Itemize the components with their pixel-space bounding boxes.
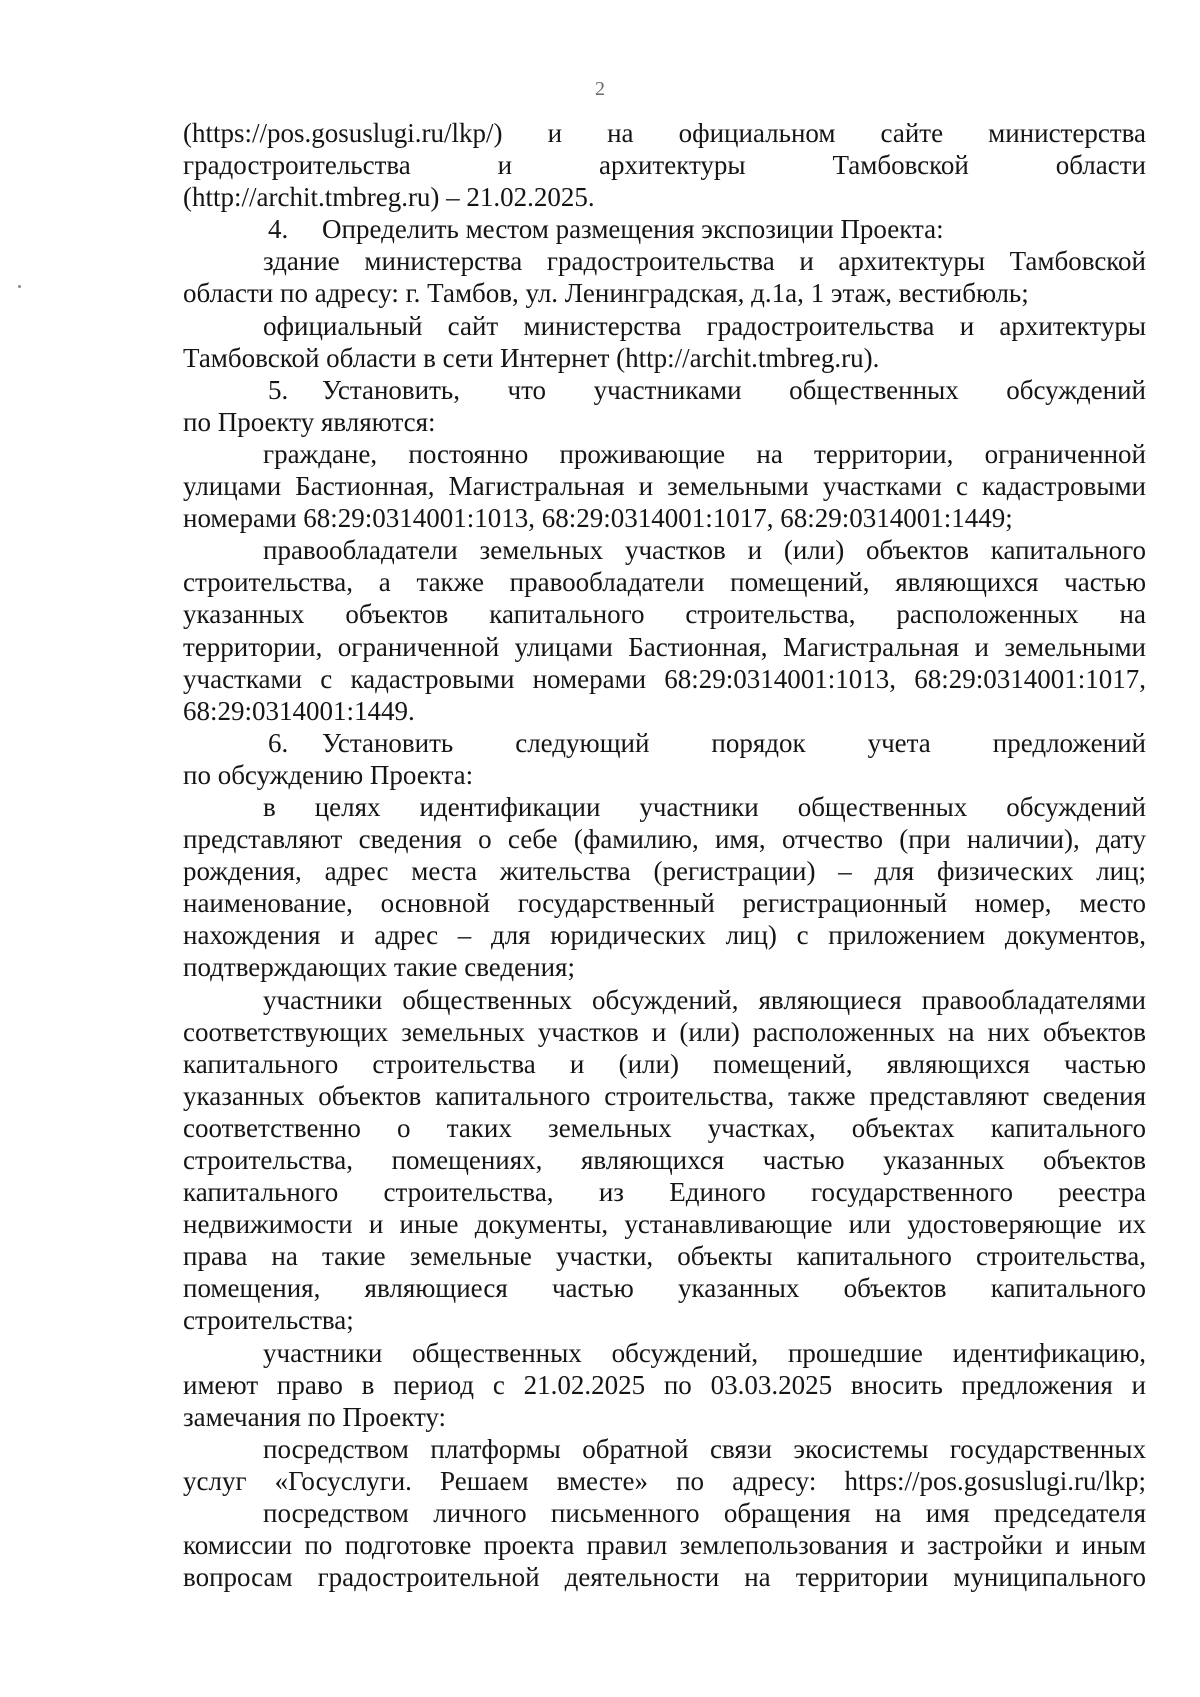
text-line: Установить следующий порядок учета предложений bbox=[322, 727, 1146, 758]
text-line: Тамбовской области в сети Интернет (http://archit.tmbreg.ru). bbox=[183, 342, 880, 373]
text-line: области по адресу: г. Тамбов, ул. Ленинградская, д.1а, 1 этаж, вестибюль; bbox=[183, 278, 1029, 309]
text-line: 68:29:0314001:1449. bbox=[183, 695, 415, 726]
text-line: капитального строительства, из Единого государственного реестра bbox=[183, 1177, 1146, 1208]
text-line: градостроительства и архитектуры Тамбовской области bbox=[183, 150, 1146, 181]
text-line: правообладатели земельных участков и (или) объектов капитального bbox=[263, 535, 1146, 566]
text-line: соответственно о таких земельных участках, объектах капитального bbox=[183, 1112, 1146, 1143]
text-line: вопросам градостроительной деятельности на территории муниципального bbox=[183, 1562, 1146, 1593]
text-line: наименование, основной государственный регистрационный номер, место bbox=[183, 888, 1146, 919]
text-line: граждане, постоянно проживающие на территории, ограниченной bbox=[263, 438, 1146, 469]
text-line: замечания по Проекту: bbox=[183, 1401, 447, 1432]
text-line: улицами Бастионная, Магистральная и земельными участками с кадастровыми bbox=[183, 471, 1146, 502]
text-line: представляют сведения о себе (фамилию, имя, отчество (при наличии), дату bbox=[183, 824, 1146, 855]
text-line: официальный сайт министерства градостроительства и архитектуры bbox=[263, 310, 1146, 341]
text-line: посредством платформы обратной связи экосистемы государственных bbox=[263, 1433, 1146, 1464]
text-line: участками с кадастровыми номерами 68:29:0314001:1013, 68:29:0314001:1017, bbox=[183, 663, 1146, 694]
list-item-6 bbox=[183, 727, 1146, 759]
text-line: права на такие земельные участки, объекты капитального строительства, bbox=[183, 1241, 1146, 1272]
text-line: посредством личного письменного обращения на имя председателя bbox=[263, 1498, 1146, 1529]
text-line: в целях идентификации участники общественных обсуждений bbox=[263, 791, 1146, 822]
text-line: (http://archit.tmbreg.ru) – 21.02.2025. bbox=[183, 182, 595, 213]
page-number: 2 bbox=[595, 78, 605, 100]
text-line: по обсуждению Проекта: bbox=[183, 759, 474, 790]
text-line: рождения, адрес места жительства (регистрации) – для физических лиц; bbox=[183, 856, 1146, 887]
text-line: соответствующих земельных участков и (или) расположенных на них объектов bbox=[183, 1016, 1146, 1047]
text-line: услуг «Госуслуги. Решаем вместе» по адресу: https://pos.gosuslugi.ru/lkp; bbox=[183, 1465, 1146, 1496]
text-line: территории, ограниченной улицами Бастионная, Магистральная и земельными bbox=[183, 631, 1146, 662]
document-body bbox=[183, 117, 1146, 1593]
list-item-5 bbox=[183, 374, 1146, 406]
item-number: 5. bbox=[268, 374, 289, 405]
text-line: по Проекту являются: bbox=[183, 406, 436, 437]
text-line: указанных объектов капитального строительства, расположенных на bbox=[183, 599, 1146, 630]
text-line: строительства, а также правообладатели помещений, являющихся частью bbox=[183, 567, 1146, 598]
text-line: строительства; bbox=[183, 1305, 354, 1336]
text-line: строительства, помещениях, являющихся частью указанных объектов bbox=[183, 1145, 1146, 1175]
item-number: 6. bbox=[268, 727, 289, 758]
text-line: недвижимости и иные документы, устанавливающие или удостоверяющие их bbox=[183, 1209, 1146, 1240]
text-line: помещения, являющиеся частью указанных объектов капитального bbox=[183, 1273, 1146, 1304]
text-line: участники общественных обсуждений, являющиеся правообладателями bbox=[263, 984, 1146, 1015]
text-line: капитального строительства и (или) помещений, являющихся частью bbox=[183, 1048, 1146, 1079]
text-line: комиссии по подготовке проекта правил землепользования и застройки и иным bbox=[183, 1530, 1146, 1561]
text-line: указанных объектов капитального строительства, также представляют сведения bbox=[183, 1080, 1146, 1111]
scan-speck bbox=[18, 285, 21, 288]
text-line: подтверждающих такие сведения; bbox=[183, 952, 575, 983]
text-line: Установить, что участниками общественных обсуждений bbox=[322, 374, 1146, 405]
item-number: 4. bbox=[268, 214, 289, 245]
text-line: нахождения и адрес – для юридических лиц) с приложением документов, bbox=[183, 920, 1146, 951]
text-line: здание министерства градостроительства и архитектуры Тамбовской bbox=[263, 246, 1146, 277]
text-line: номерами 68:29:0314001:1013, 68:29:0314001:1017, 68:29:0314001:1449; bbox=[183, 503, 1013, 534]
text-line: участники общественных обсуждений, прошедшие идентификацию, bbox=[263, 1337, 1146, 1368]
list-item-4 bbox=[183, 213, 1146, 245]
text-line: Определить местом размещения экспозиции Проекта: bbox=[322, 214, 944, 245]
text-line: (https://pos.gosuslugi.ru/lkp/) и на официальном сайте министерства bbox=[183, 118, 1146, 148]
text-line: имеют право в период с 21.02.2025 по 03.03.2025 вносить предложения и bbox=[183, 1369, 1146, 1400]
